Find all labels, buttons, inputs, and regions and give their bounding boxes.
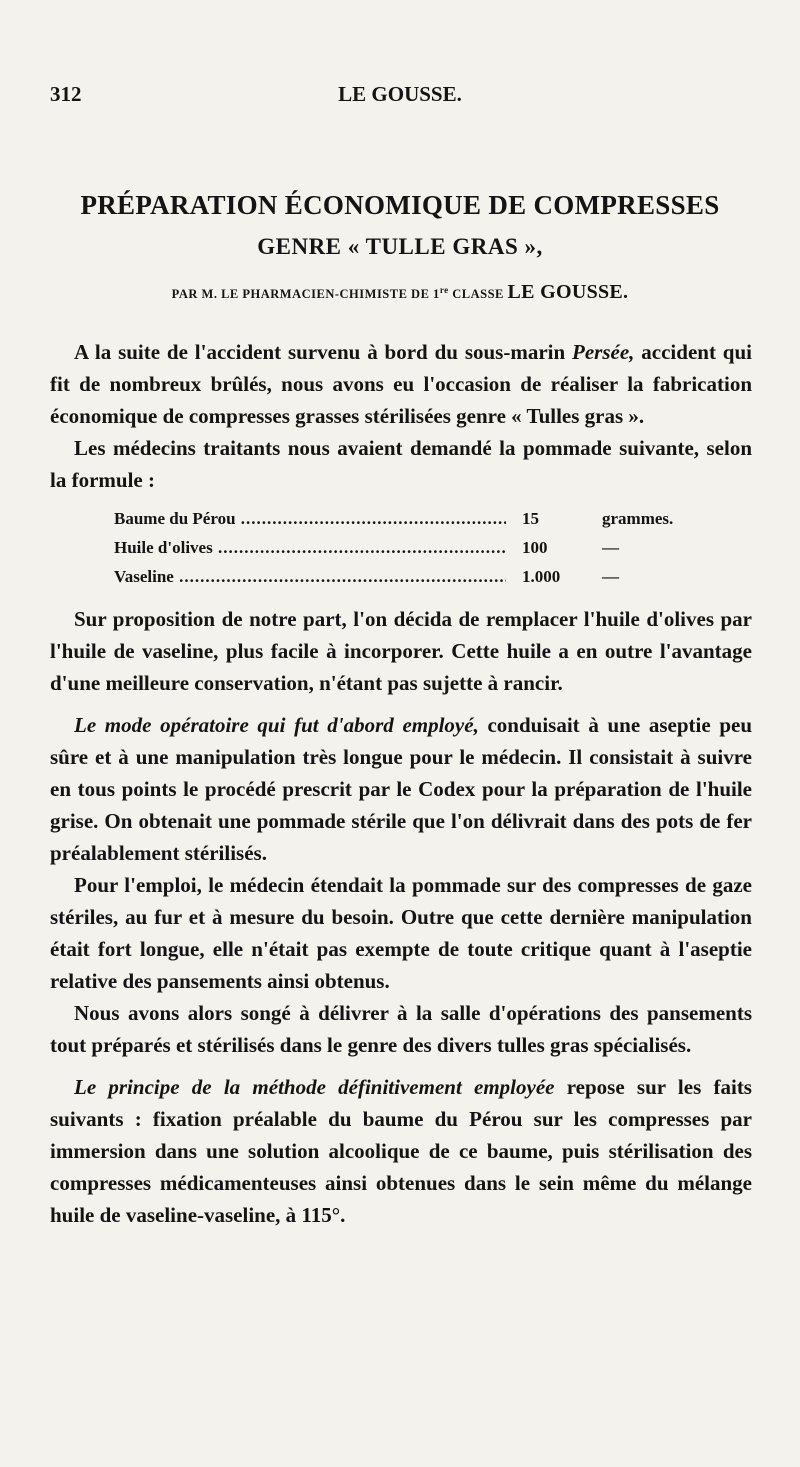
paragraph-7 [50, 1071, 752, 1231]
paragraph-4-text: conduisait à une aseptie peu sûre et à une manipulation très longue pour le médecin. Il consistait à suivre en tous points le procédé prescrit par le Codex pour la préparation de l'huile grise. On obtenait une pommade stérile que l'on délivrait dans des pots de fer préalablement stérilisés. [50, 713, 752, 865]
paragraph-1-text-b: accident qui fit de nombreux brûlés, nous avons eu l'occasion de réaliser la fabrication économique de compresses grasses stérilisées genre « Tulles gras ». [50, 340, 752, 428]
article-subtitle: GENRE « TULLE GRAS », [257, 234, 543, 259]
page-number: 312 [50, 82, 82, 106]
paragraph-7-lead: Le principe de la méthode définitivement employée [74, 1075, 555, 1099]
paragraph-3: Sur proposition de notre part, l'on décida de remplacer l'huile d'olives par l'huile de vaseline, plus facile à incorporer. Cette huile a en outre l'avantage d'une meilleure conservation, n'étant pas sujette à rancir. [50, 607, 752, 695]
formula-ingredient: Huile d'olives ..... [114, 533, 506, 562]
formula-unit: grammes. [602, 509, 674, 528]
article-body [50, 336, 752, 1231]
formula-row [114, 504, 702, 533]
byline-author: LE GOUSSE. [507, 281, 629, 303]
formula-row [114, 533, 702, 562]
article-title: PRÉPARATION ÉCONOMIQUE DE COMPRESSES [80, 190, 720, 220]
formula-quantity: 15 [522, 509, 539, 528]
paragraph-4-lead: Le mode opératoire qui fut d'abord employé, [74, 713, 479, 737]
formula-ingredient: Baume du Pérou ..... [114, 504, 506, 533]
page-header [50, 82, 750, 112]
paragraph-2: Les médecins traitants nous avaient demandé la pommade suivante, selon la formule : [50, 436, 752, 492]
formula-ingredient: Vaseline ..... [114, 562, 506, 591]
formula-unit: — [602, 567, 619, 586]
formula-unit: — [602, 538, 619, 557]
paragraph-4 [50, 709, 752, 869]
byline [0, 281, 800, 304]
running-title: LE GOUSSE. [338, 82, 462, 106]
paragraph-5: Pour l'emploi, le médecin étendait la pommade sur des compresses de gaze stériles, au fur et à mesure du besoin. Outre que cette dernière manipulation était fort longue, elle n'était pas exempte de toute critique quant à l'aseptie relative des pansements ainsi obtenus. [50, 873, 752, 993]
ship-name: Persée, [572, 340, 635, 364]
paragraph-7-text: repose sur les faits suivants : fixation préalable du baume du Pérou sur les compresses par immersion dans une solution alcoolique de ce baume, puis stérilisation des compresses médicamenteuses ainsi obtenues dans le sein même du mélange huile de vaseline-vaseline, à 115°. [50, 1075, 752, 1227]
paragraph-1 [50, 336, 752, 432]
paragraph-1-text-a: A la suite de l'accident survenu à bord du sous-marin [74, 340, 573, 364]
byline-class: CLASSE [448, 287, 508, 301]
formula-table [114, 504, 702, 591]
formula-row [114, 562, 702, 591]
byline-ordinal: re [439, 284, 449, 295]
formula-quantity: 1.000 [522, 567, 561, 586]
byline-prefix: PAR M. LE PHARMACIEN-CHIMISTE DE 1 [171, 287, 440, 301]
formula-quantity: 100 [522, 538, 548, 557]
paragraph-6: Nous avons alors songé à délivrer à la salle d'opérations des pansements tout préparés et stérilisés dans le genre des divers tulles gras spécialisés. [50, 1001, 752, 1057]
